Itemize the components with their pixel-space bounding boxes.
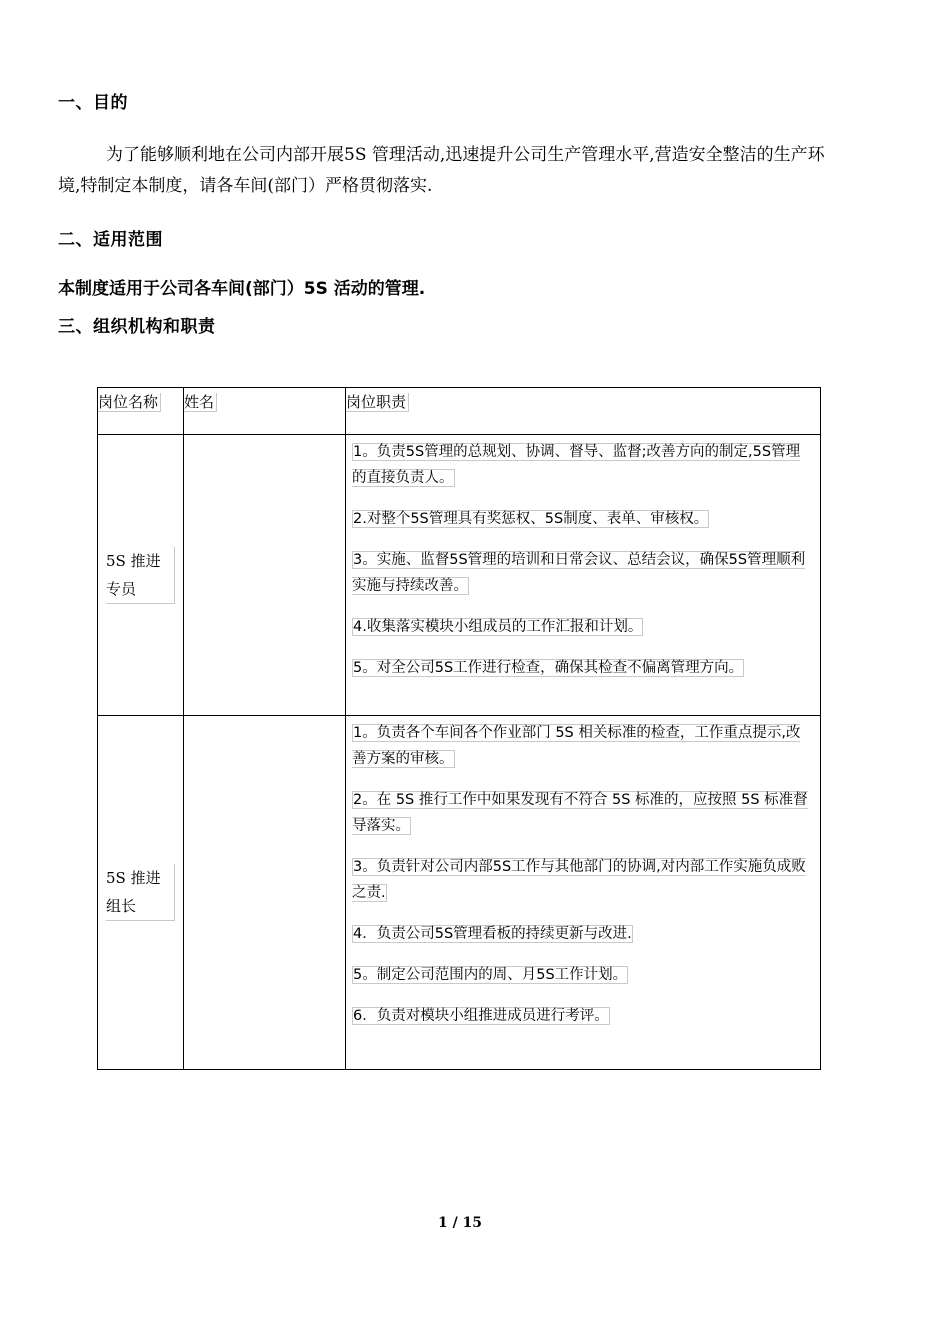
section-heading-scope: 二、适用范围 <box>58 230 163 250</box>
header-duty: 岗位职责 <box>346 388 821 435</box>
duty-item: 1。负责5S管理的总规划、协调、督导、监督;改善方向的制定,5S管理的直接负责人。 <box>352 444 801 486</box>
duty-item: 3。实施、监督5S管理的培训和日常会议、总结会议，确保5S管理顺利实施与持续改善。 <box>352 552 806 594</box>
purpose-paragraph <box>58 140 838 202</box>
duty-cell <box>346 716 821 1070</box>
role-label: 5S 推进专员 <box>106 547 175 604</box>
duty-item: 6．负责对模块小组推进成员进行考评。 <box>353 1008 609 1024</box>
duty-item: 1。负责各个车间各个作业部门 5S 相关标准的检查，工作重点提示,改善方案的审核。 <box>352 725 801 767</box>
duty-item: 4．负责公司5S管理看板的持续更新与改进. <box>353 926 632 942</box>
scope-text: 本制度适用于公司各车间(部门）5S 活动的管理. <box>58 279 426 299</box>
section-heading-organization: 三、组织机构和职责 <box>58 317 216 337</box>
section-heading-purpose: 一、目的 <box>58 93 128 113</box>
role-cell <box>98 716 184 1070</box>
duty-item: 2.对整个5S管理具有奖惩权、5S制度、表单、审核权。 <box>353 511 709 527</box>
header-name: 姓名 <box>184 388 346 435</box>
page-number: 1 / 15 <box>437 1215 483 1231</box>
duty-item: 3。负责针对公司内部5S工作与其他部门的协调,对内部工作实施负成败之责. <box>352 859 806 901</box>
table-row <box>98 716 821 1070</box>
duty-item: 4.收集落实模块小组成员的工作汇报和计划。 <box>353 619 643 635</box>
table-row <box>98 435 821 716</box>
duty-item: 5。制定公司范围内的周、月5S工作计划。 <box>353 967 628 983</box>
purpose-text: 为了能够顺利地在公司内部开展5S 管理活动,迅速提升公司生产管理水平,营造安全整洁的生产环境,特制定本制度，请各车间(部门）严格贯彻落实. <box>58 145 825 196</box>
responsibility-table <box>97 387 821 1070</box>
table-header-row <box>98 388 821 435</box>
header-role: 岗位名称 <box>98 388 184 435</box>
role-label: 5S 推进组长 <box>106 864 175 921</box>
name-cell <box>184 435 346 716</box>
duty-list <box>346 716 820 1037</box>
duty-cell <box>346 435 821 716</box>
duty-list <box>346 435 820 689</box>
duty-item: 5。对全公司5S工作进行检查，确保其检查不偏离管理方向。 <box>353 660 744 676</box>
duty-item: 2。在 5S 推行工作中如果发现有不符合 5S 标准的，应按照 5S 标准督导落实。 <box>352 792 808 834</box>
name-cell <box>184 716 346 1070</box>
role-cell <box>98 435 184 716</box>
